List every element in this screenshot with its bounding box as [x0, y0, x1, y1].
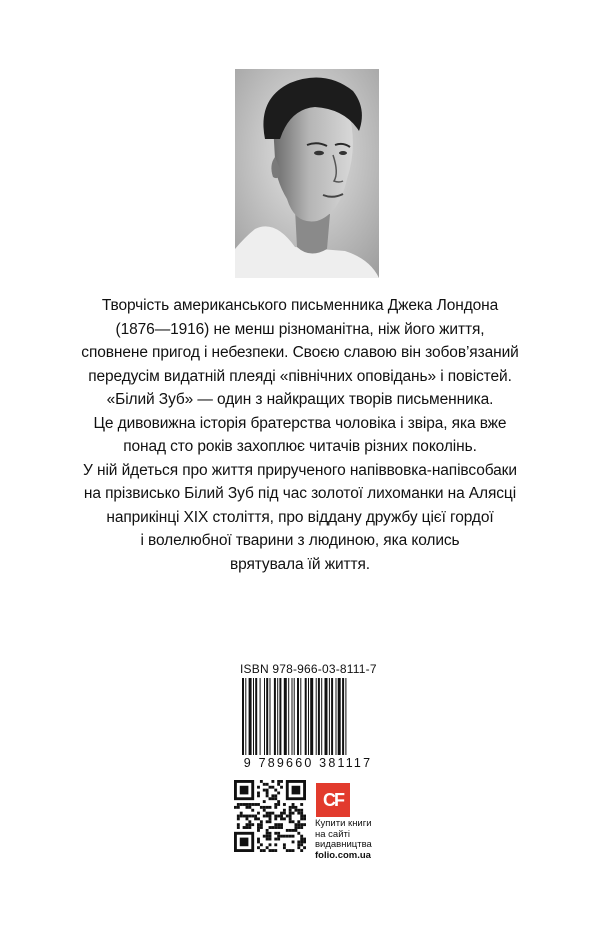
qr-module [269, 826, 272, 829]
barcode-bar [255, 678, 257, 755]
qr-module [269, 817, 272, 820]
qr-module [266, 815, 269, 818]
qr-module [277, 835, 280, 838]
qr-module [303, 838, 306, 841]
qr-module [260, 849, 263, 852]
barcode-bar [331, 678, 333, 755]
barcode-bar [277, 678, 278, 755]
author-portrait-photo [235, 69, 379, 278]
qr-module [289, 812, 292, 815]
barcode-bar [245, 678, 246, 755]
store-note [315, 819, 385, 861]
qr-module [260, 780, 263, 783]
barcode-bar [316, 678, 317, 755]
qr-module [297, 826, 300, 829]
qr-module [297, 812, 300, 815]
description-line: врятувала їй життя. [229, 555, 371, 573]
qr-module [277, 838, 280, 841]
qr-module [292, 840, 295, 843]
barcode-bar [292, 678, 293, 755]
qr-module [280, 823, 283, 826]
qr-module [251, 823, 254, 826]
qr-module [246, 826, 249, 829]
barcode-bar [310, 678, 313, 755]
qr-module [260, 820, 263, 823]
barcode-bar [249, 678, 252, 755]
qr-module [260, 826, 263, 829]
qr-module [260, 806, 263, 809]
qr-module [269, 812, 272, 815]
qr-module [283, 835, 286, 838]
qr-module [289, 820, 292, 823]
qr-module [274, 794, 277, 797]
qr-module [297, 843, 300, 846]
qr-module [269, 797, 272, 800]
qr-module [257, 829, 260, 832]
barcode-bar [308, 678, 309, 755]
qr-module [300, 815, 303, 818]
qr-module [289, 806, 292, 809]
barcode-bar [294, 678, 295, 755]
qr-module [266, 835, 269, 838]
qr-module [274, 826, 277, 829]
qr-module [274, 817, 277, 820]
barcode-bar [305, 678, 307, 755]
qr-module [243, 826, 246, 829]
barcode-bar [264, 678, 265, 755]
barcode-bar [242, 678, 244, 755]
qr-module [246, 806, 249, 809]
barcode-bar [321, 678, 322, 755]
barcode-bar [260, 678, 261, 755]
qr-module [300, 840, 303, 843]
qr-module [237, 826, 240, 829]
qr-module [280, 812, 283, 815]
qr-module [274, 803, 277, 806]
qr-module [286, 815, 289, 818]
qr-module [274, 815, 277, 818]
barcode-bar [274, 678, 276, 755]
qr-module [243, 815, 246, 818]
qr-module [257, 794, 260, 797]
description-line: «Білий Зуб» — один з найкращих творів письменника. [106, 391, 494, 408]
qr-module [248, 826, 251, 829]
description-line: і волелюбної тварини з людиною, яка колись [140, 532, 460, 549]
qr-module [300, 826, 303, 829]
qr-module [277, 823, 280, 826]
qr-code-icon[interactable] [234, 780, 306, 852]
qr-module [251, 803, 254, 806]
qr-module [280, 815, 283, 818]
qr-module [292, 835, 295, 838]
qr-module [277, 792, 280, 795]
qr-module [237, 823, 240, 826]
qr-module [303, 815, 306, 818]
qr-module [269, 849, 272, 852]
description-line: Творчість американського письменника Джека Лондона [101, 297, 499, 314]
qr-module [269, 806, 272, 809]
qr-module [246, 817, 249, 820]
qr-module [240, 803, 243, 806]
qr-module [240, 812, 243, 815]
qr-module [266, 792, 269, 795]
qr-module [277, 780, 280, 783]
qr-module [263, 800, 266, 803]
qr-module [266, 789, 269, 792]
qr-module [294, 826, 297, 829]
description-line: Це дивовижна історія братерства чоловіка і звіра, яка вже [93, 414, 507, 432]
qr-module [280, 817, 283, 820]
qr-module [257, 838, 260, 841]
store-note-line: на сайті [315, 828, 350, 840]
qr-module [254, 815, 257, 818]
qr-module [263, 815, 266, 818]
qr-module [263, 849, 266, 852]
qr-module [283, 803, 286, 806]
qr-module [274, 823, 277, 826]
qr-module [297, 823, 300, 826]
qr-module [269, 835, 272, 838]
qr-module [263, 806, 266, 809]
qr-module [243, 803, 246, 806]
barcode-digits: 9 789660 381117 [243, 756, 373, 770]
qr-module [237, 803, 240, 806]
publisher-logo [316, 783, 350, 817]
qr-module [260, 823, 263, 826]
qr-module [266, 812, 269, 815]
qr-module [297, 809, 300, 812]
qr-module [286, 835, 289, 838]
qr-module [237, 806, 240, 809]
qr-module [266, 832, 269, 835]
qr-module [257, 826, 260, 829]
qr-module [260, 843, 263, 846]
barcode-bar [329, 678, 330, 755]
qr-module [274, 849, 277, 852]
qr-module [257, 786, 260, 789]
qr-module [248, 823, 251, 826]
qr-module [266, 806, 269, 809]
qr-module [277, 815, 280, 818]
qr-module [300, 812, 303, 815]
qr-module [274, 832, 277, 835]
qr-finder-center [292, 786, 301, 795]
qr-module [266, 838, 269, 841]
barcode-bar [325, 678, 328, 755]
description-line: У ній йдеться про життя прирученого напіввовка-напівсобаки [83, 461, 517, 479]
qr-module [257, 846, 260, 849]
qr-module [251, 815, 254, 818]
qr-module [263, 783, 266, 786]
qr-module [246, 815, 249, 818]
barcode-bar [284, 678, 287, 755]
qr-module [292, 812, 295, 815]
qr-module [248, 806, 251, 809]
qr-module [303, 840, 306, 843]
qr-module [300, 817, 303, 820]
store-note-line: Купити книги [315, 818, 372, 829]
qr-module [257, 840, 260, 843]
qr-module [246, 823, 249, 826]
qr-module [294, 823, 297, 826]
qr-module [271, 786, 274, 789]
qr-module [266, 794, 269, 797]
qr-module [269, 843, 272, 846]
qr-module [277, 783, 280, 786]
barcode-bar [288, 678, 289, 755]
qr-module [292, 820, 295, 823]
qr-finder-center [240, 786, 249, 795]
book-description [60, 294, 540, 576]
qr-module [283, 817, 286, 820]
qr-module [292, 803, 295, 806]
qr-module [271, 794, 274, 797]
qr-module [303, 817, 306, 820]
barcode-bar [300, 678, 301, 755]
description-line: наприкінці XIX століття, про віддану дружбу цієї гордої [106, 508, 494, 526]
qr-module [271, 812, 274, 815]
barcode-icon [242, 678, 378, 755]
qr-module [234, 806, 237, 809]
barcode-bar [318, 678, 320, 755]
qr-module [300, 843, 303, 846]
qr-module [263, 789, 266, 792]
store-note-line: видавництва [315, 839, 372, 850]
barcode-bar [270, 678, 271, 755]
qr-module [248, 815, 251, 818]
qr-module [280, 786, 283, 789]
qr-module [274, 806, 277, 809]
qr-module [280, 780, 283, 783]
qr-module [266, 820, 269, 823]
qr-module [294, 829, 297, 832]
qr-module [257, 803, 260, 806]
barcode-bar [266, 678, 268, 755]
qr-module [289, 829, 292, 832]
qr-module [271, 849, 274, 852]
qr-module [274, 838, 277, 841]
barcode-bar [342, 678, 344, 755]
qr-module [294, 806, 297, 809]
barcode-bar [297, 678, 299, 755]
qr-module [277, 826, 280, 829]
qr-module [300, 809, 303, 812]
qr-module [300, 838, 303, 841]
qr-module [269, 786, 272, 789]
qr-module [280, 835, 283, 838]
qr-module [292, 806, 295, 809]
publisher-site-link[interactable]: folio.com.ua [315, 849, 371, 861]
qr-module [283, 812, 286, 815]
qr-module [269, 838, 272, 841]
qr-module [274, 797, 277, 800]
qr-module [289, 817, 292, 820]
qr-module [263, 835, 266, 838]
qr-module [297, 832, 300, 835]
qr-module [289, 815, 292, 818]
qr-module [286, 849, 289, 852]
qr-module [283, 809, 286, 812]
qr-module [274, 843, 277, 846]
qr-module [277, 832, 280, 835]
qr-module [300, 823, 303, 826]
qr-module [240, 815, 243, 818]
qr-module [263, 809, 266, 812]
qr-module [294, 809, 297, 812]
qr-module [269, 815, 272, 818]
qr-module [286, 829, 289, 832]
qr-module [300, 803, 303, 806]
description-line: передусім видатній плеяді «північних оповідань» і повістей. [88, 367, 512, 385]
qr-module [297, 846, 300, 849]
qr-module [283, 846, 286, 849]
qr-module [266, 829, 269, 832]
qr-module [248, 820, 251, 823]
qr-finder-center [240, 838, 249, 847]
qr-module [271, 797, 274, 800]
qr-module [251, 809, 254, 812]
qr-module [271, 826, 274, 829]
qr-module [237, 815, 240, 818]
qr-module [292, 849, 295, 852]
qr-module [257, 823, 260, 826]
qr-module [271, 780, 274, 783]
qr-module [269, 832, 272, 835]
description-line: сповнене пригод і небезпеки. Своєю славою він зобов’язаний [81, 344, 519, 361]
qr-module [266, 783, 269, 786]
publisher-logo-text: CF [323, 789, 343, 810]
description-line: понад сто років захоплює читачів різних поколінь. [123, 438, 477, 455]
qr-module [269, 820, 272, 823]
qr-module [292, 829, 295, 832]
qr-module [283, 843, 286, 846]
qr-module [237, 817, 240, 820]
barcode-bar [279, 678, 281, 755]
qr-module [266, 846, 269, 849]
qr-module [274, 789, 277, 792]
barcode-bar [336, 678, 337, 755]
barcode-bar [338, 678, 341, 755]
qr-module [300, 835, 303, 838]
author-portrait [235, 69, 379, 278]
qr-module [289, 835, 292, 838]
qr-module [246, 803, 249, 806]
qr-module [280, 826, 283, 829]
qr-module [277, 800, 280, 803]
qr-module [297, 840, 300, 843]
qr-module [300, 849, 303, 852]
qr-module [289, 809, 292, 812]
qr-module [297, 820, 300, 823]
barcode-bar [345, 678, 346, 755]
description-line: на прізвисько Білий Зуб під час золотої лихоманки на Алясці [83, 485, 517, 502]
barcode-bar [253, 678, 254, 755]
isbn-label: ISBN 978-966-03-8111-7 [240, 662, 377, 676]
description-line: (1876—1916) не менш різноманітна, ніж його життя, [115, 320, 485, 338]
qr-module [254, 803, 257, 806]
qr-module [257, 792, 260, 795]
qr-module [277, 803, 280, 806]
qr-module [257, 812, 260, 815]
qr-module [303, 846, 306, 849]
qr-module [303, 823, 306, 826]
qr-module [254, 817, 257, 820]
qr-module [289, 849, 292, 852]
qr-module [257, 817, 260, 820]
qr-module [248, 803, 251, 806]
